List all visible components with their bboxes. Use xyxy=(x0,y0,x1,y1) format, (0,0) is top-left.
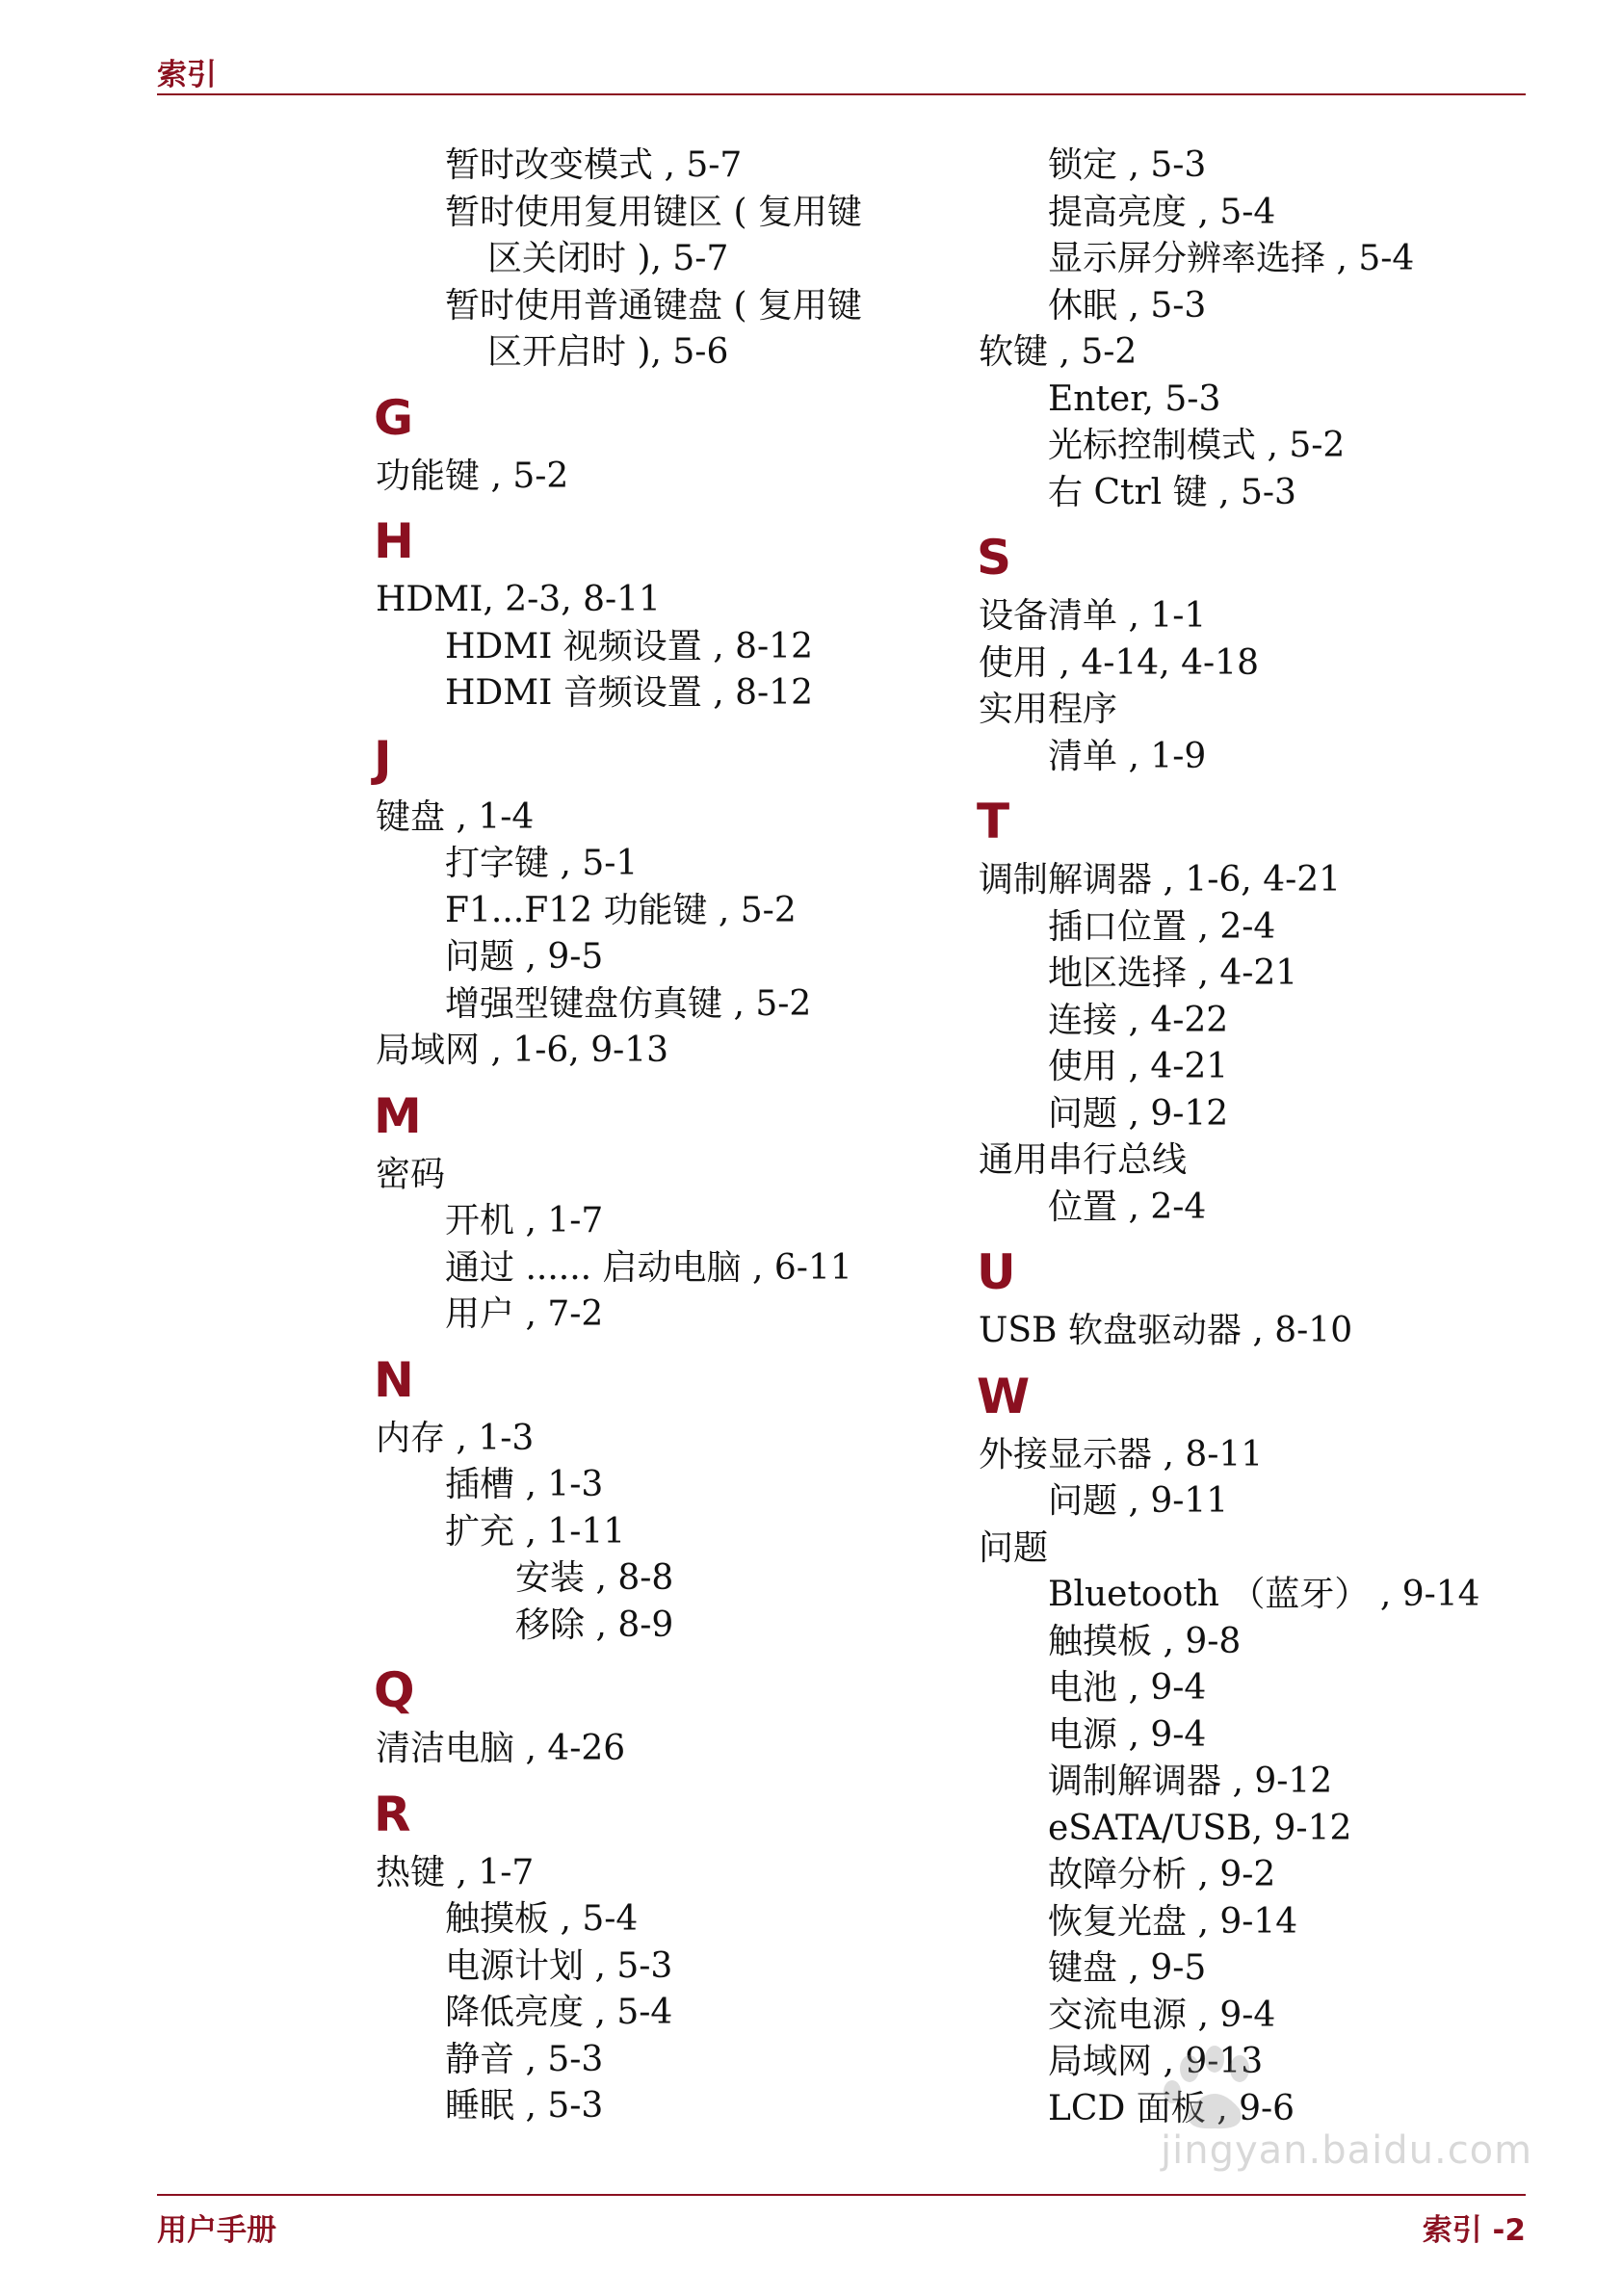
index-section-letter: J xyxy=(374,730,392,787)
index-section-letter: H xyxy=(374,513,414,569)
index-entry: 热键 , 1-7 xyxy=(376,1852,535,1892)
baidu-watermark xyxy=(1151,2042,1536,2186)
index-entry: 键盘 , 1-4 xyxy=(376,796,535,837)
index-entry: 触摸板 , 5-4 xyxy=(445,1899,639,1939)
index-entry: 扩充 , 1-11 xyxy=(445,1511,626,1552)
index-entry: 问题 xyxy=(979,1527,1049,1568)
index-entry: eSATA/USB, 9-12 xyxy=(1048,1808,1352,1848)
index-entry: 实用程序 xyxy=(979,690,1118,729)
index-entry: 问题 , 9-11 xyxy=(1048,1481,1229,1521)
paw-logo-icon xyxy=(1151,2042,1286,2138)
index-entry: 软键 , 5-2 xyxy=(979,332,1138,372)
index-section-letter: T xyxy=(977,794,1010,849)
index-entry: 提高亮度 , 5-4 xyxy=(1048,192,1276,232)
index-entry: 安装 , 8-8 xyxy=(515,1558,674,1598)
footer-page-number: 索引 -2 xyxy=(1422,2213,1526,2248)
index-entry: 电池 , 9-4 xyxy=(1048,1668,1207,1708)
index-entry: 打字键 , 5-1 xyxy=(445,844,639,883)
index-entry: 局域网 , 9-13 xyxy=(1048,2042,1264,2081)
index-entry: 内存 , 1-3 xyxy=(376,1418,535,1458)
index-entry: 通用串行总线 xyxy=(979,1140,1188,1180)
page-header-title: 索引 xyxy=(157,58,217,92)
index-section-letter: G xyxy=(374,389,414,446)
index-entry: 显示屏分辨率选择 , 5-4 xyxy=(1048,239,1415,278)
header-rule xyxy=(157,93,1526,95)
index-entry: 增强型键盘仿真键 , 5-2 xyxy=(445,983,812,1024)
index-entry: 暂时使用普通键盘 ( 复用键 xyxy=(445,285,862,326)
index-entry: 光标控制模式 , 5-2 xyxy=(1048,426,1346,465)
index-section-letter: W xyxy=(977,1368,1031,1424)
index-entry: 故障分析 , 9-2 xyxy=(1048,1855,1276,1894)
index-entry: 睡眠 , 5-3 xyxy=(445,2086,604,2126)
footer-manual-title: 用户手册 xyxy=(157,2213,276,2248)
index-entry: 问题 , 9-12 xyxy=(1048,1093,1229,1134)
index-entry: 密码 xyxy=(376,1154,446,1194)
index-entry: 交流电源 , 9-4 xyxy=(1048,1995,1276,2035)
index-entry: 区关闭时 ), 5-7 xyxy=(487,239,729,278)
index-section-letter: Q xyxy=(374,1662,415,1718)
index-section-letter: M xyxy=(374,1087,422,1144)
index-entry: 通过 ...... 启动电脑 , 6-11 xyxy=(445,1247,852,1288)
index-entry: HDMI 音频设置 , 8-12 xyxy=(445,673,813,713)
index-entry: 电源 , 9-4 xyxy=(1048,1714,1207,1755)
index-section-letter: U xyxy=(977,1244,1016,1300)
index-entry: HDMI 视频设置 , 8-12 xyxy=(445,626,813,666)
index-entry: 右 Ctrl 键 , 5-3 xyxy=(1048,472,1296,512)
index-entry: 触摸板 , 9-8 xyxy=(1048,1621,1242,1661)
index-entry: 使用 , 4-14, 4-18 xyxy=(979,642,1259,683)
index-entry: HDMI, 2-3, 8-11 xyxy=(376,580,661,619)
index-column-left xyxy=(376,143,954,2130)
index-section-letter: N xyxy=(374,1351,414,1408)
index-entry: 锁定 , 5-3 xyxy=(1048,145,1207,185)
index-entry: LCD 面板 , 9-6 xyxy=(1048,2088,1295,2128)
index-entry: 开机 , 1-7 xyxy=(445,1201,604,1240)
index-entry: F1...F12 功能键 , 5-2 xyxy=(445,890,797,930)
index-section-letter: R xyxy=(374,1786,411,1842)
index-entry: 清洁电脑 , 4-26 xyxy=(376,1729,626,1768)
index-entry: 位置 , 2-4 xyxy=(1048,1187,1207,1227)
index-entry: 设备清单 , 1-1 xyxy=(979,596,1207,636)
index-entry: 调制解调器 , 1-6, 4-21 xyxy=(979,860,1342,900)
index-column-right xyxy=(979,143,1557,2132)
index-entry: 电源计划 , 5-3 xyxy=(445,1945,673,1986)
index-entry: 地区选择 , 4-21 xyxy=(1048,953,1298,993)
index-section-letter: S xyxy=(977,530,1012,586)
index-entry: 清单 , 1-9 xyxy=(1048,736,1207,776)
index-entry: 降低亮度 , 5-4 xyxy=(445,1993,673,2032)
index-entry: 暂时使用复用键区 ( 复用键 xyxy=(445,192,862,232)
index-entry: 插槽 , 1-3 xyxy=(445,1465,604,1504)
index-entry: 调制解调器 , 9-12 xyxy=(1048,1761,1333,1801)
index-entry: 插口位置 , 2-4 xyxy=(1048,906,1276,947)
index-entry: 暂时改变模式 , 5-7 xyxy=(445,145,743,185)
index-entry: 外接显示器 , 8-11 xyxy=(979,1434,1264,1474)
index-entry: 连接 , 4-22 xyxy=(1048,1000,1229,1040)
index-entry: 键盘 , 9-5 xyxy=(1048,1948,1207,1988)
index-entry: 恢复光盘 , 9-14 xyxy=(1048,1901,1298,1942)
index-entry: 功能键 , 5-2 xyxy=(376,456,569,496)
index-entry: USB 软盘驱动器 , 8-10 xyxy=(979,1311,1353,1350)
index-entry: Enter, 5-3 xyxy=(1048,378,1221,419)
index-entry: 休眠 , 5-3 xyxy=(1048,285,1207,326)
index-entry: 问题 , 9-5 xyxy=(445,937,604,977)
index-entry: 区开启时 ), 5-6 xyxy=(487,332,729,372)
index-entry: 局域网 , 1-6, 9-13 xyxy=(376,1031,669,1070)
index-entry: Bluetooth （蓝牙） , 9-14 xyxy=(1048,1575,1480,1614)
index-entry: 用户 , 7-2 xyxy=(445,1294,604,1334)
watermark-text: jingyan.baidu.com xyxy=(1161,2128,1533,2173)
index-entry: 移除 , 8-9 xyxy=(515,1605,674,1645)
index-entry: 静音 , 5-3 xyxy=(445,2039,604,2079)
index-entry: 使用 , 4-21 xyxy=(1048,1047,1229,1086)
footer-rule xyxy=(157,2194,1526,2196)
